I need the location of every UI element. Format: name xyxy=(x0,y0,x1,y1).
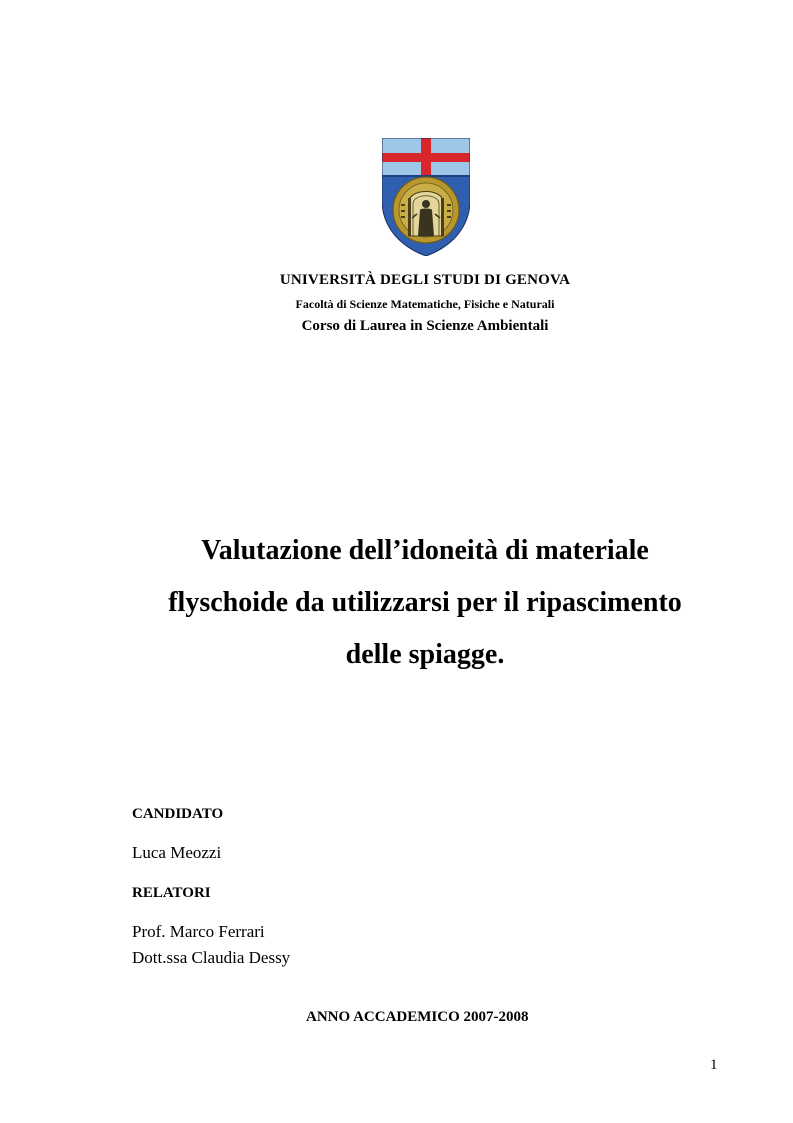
academic-year: ANNO ACCADEMICO 2007-2008 xyxy=(306,1009,529,1025)
supervisor-name: Prof. Marco Ferrari xyxy=(132,922,265,941)
course-name: Corso di Laurea in Scienze Ambientali xyxy=(301,318,549,334)
university-name: UNIVERSITÀ DEGLI STUDI DI GENOVA xyxy=(279,272,571,288)
candidate-name: Luca Meozzi xyxy=(132,843,222,862)
thesis-title-line: delle spiagge. xyxy=(345,639,505,670)
faculty-name: Facoltà di Scienze Matematiche, Fisiche e Naturali xyxy=(295,297,555,311)
page-number: 1 xyxy=(710,1057,718,1073)
supervisors-label: RELATORI xyxy=(132,885,211,901)
university-crest-icon xyxy=(382,138,470,256)
candidate-label: CANDIDATO xyxy=(132,806,224,822)
thesis-title-line: Valutazione dell’idoneità di materiale xyxy=(201,535,649,566)
thesis-title xyxy=(0,525,793,681)
supervisor-name: Dott.ssa Claudia Dessy xyxy=(132,948,291,967)
thesis-title-line: flyschoide da utilizzarsi per il ripascimento xyxy=(168,587,682,618)
